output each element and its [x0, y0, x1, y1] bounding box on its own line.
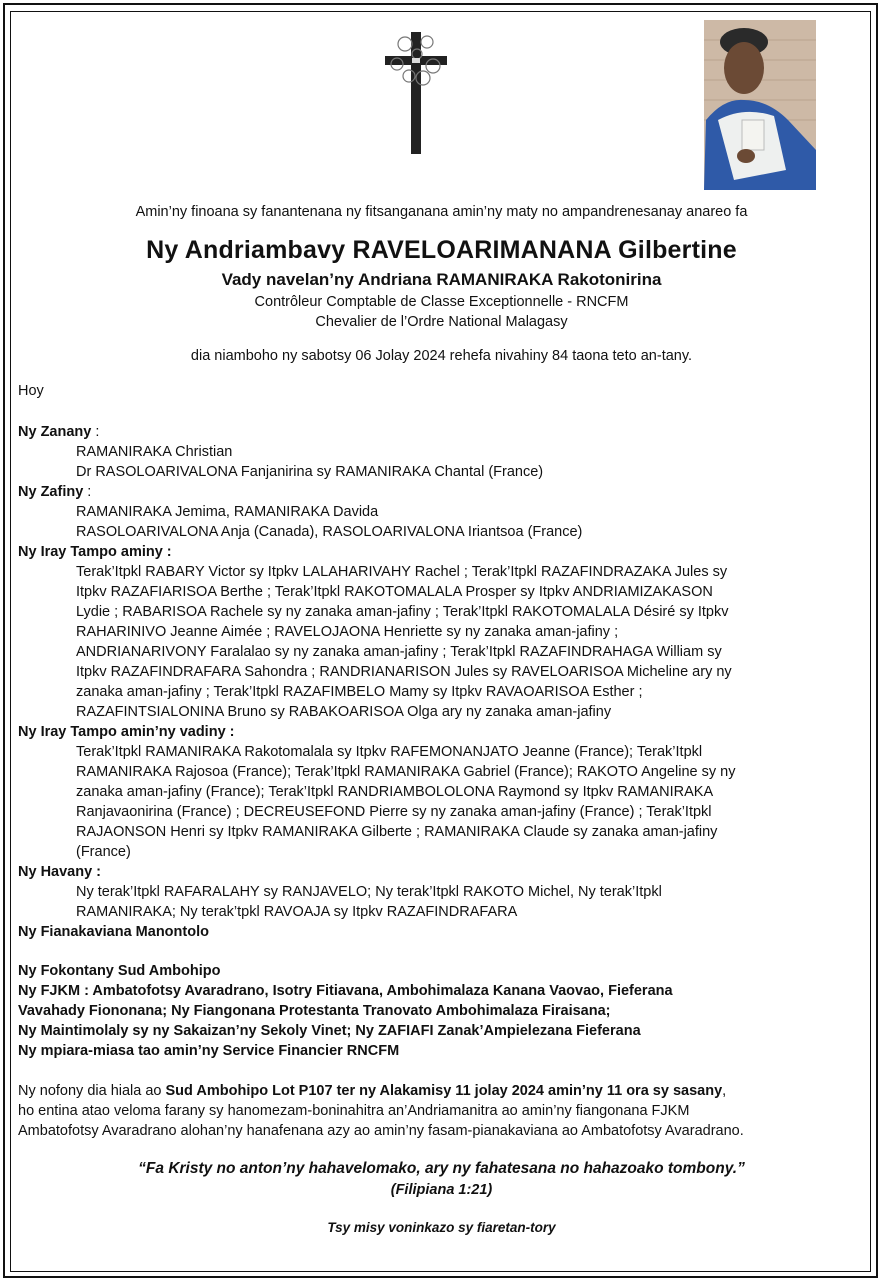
iray-vadiny-line: zanaka aman-jafiny (France); Terak’Itpkl RANDRIAMBOLOLONA Raymond sy Itpkv RAMANIRAKA [76, 784, 714, 800]
zafiny-heading [18, 482, 823, 502]
iray-aminy-line: RAHARINIVO Jeanne Aimée ; RAVELOJAONA Henriette sy ny zanaka aman-jafiny ; [76, 624, 619, 640]
portrait-photo [704, 20, 816, 190]
bible-reference: (Filipiana 1:21) [390, 1182, 493, 1198]
funeral-line-3: Ambatofotsy Avaradrano alohan’ny hanafenana azy ao amin’ny fasam-pianakaviana ao Ambatofotsy Avaradrano. [18, 1123, 744, 1139]
bible-quote: “Fa Kristy no anton’ny hahavelomako, ary ny fahatesana no hahazoako tombony.” [138, 1160, 745, 1177]
title-line-1: Contrôleur Comptable de Classe Exceptionnelle - RNCFM [254, 294, 629, 310]
funeral-location-date: Sud Ambohipo Lot P107 ter ny Alakamisy 11 jolay 2024 amin’ny 11 ora sy sasany [165, 1083, 723, 1099]
havany-heading: Ny Havany : [18, 864, 102, 880]
closing-note: Tsy misy voninkazo sy fiaretan-tory [327, 1220, 556, 1235]
hoy-label: Hoy [18, 383, 44, 399]
zanany-line: RAMANIRAKA Christian [76, 444, 233, 460]
iray-vadiny-line: Ranjavaonirina (France) ; DECREUSEFOND Pierre sy ny zanaka aman-jafiny (France) ; Terak’Itpkl [76, 804, 712, 820]
zafiny-label: Ny Zafiny [18, 484, 84, 500]
funeral-comma: , [722, 1083, 727, 1099]
community-line: Ny Maintimolaly sy ny Sakaizan’ny Sekoly Vinet; Ny ZAFIAFI Zanak’Ampielezana Fieferana [18, 1023, 641, 1039]
iray-aminy-line: Terak’Itpkl RABARY Victor sy Itpkv LALAHARIVAHY Rachel ; Terak’Itpkl RAZAFINDRAZAKA Jules sy [76, 564, 728, 580]
iray-aminy-heading: Ny Iray Tampo aminy : [18, 544, 172, 560]
fianakaviana-heading: Ny Fianakaviana Manontolo [18, 924, 209, 940]
zafiny-colon: : [83, 484, 92, 500]
funeral-text: Ny nofony dia hiala ao [18, 1083, 166, 1099]
iray-aminy-line: RAZAFINTSIALONINA Bruno sy RABAKOARISOA Olga ary ny zanaka aman-jafiny [76, 704, 612, 720]
iray-vadiny-line: Terak’Itpkl RAMANIRAKA Rakotomalala sy Itpkv RAFEMONANJATO Jeanne (France); Terak’Itpkl [76, 744, 703, 760]
iray-aminy-line: Itpkv RAZAFIARISOA Berthe ; Terak’Itpkl RAKOTOMALALA Prosper sy Itpkv ANDRIAMIZAKASON [76, 584, 713, 600]
iray-vadiny-line: (France) [76, 844, 131, 860]
havany-line: RAMANIRAKA; Ny terak’tpkl RAVOAJA sy Itpkv RAZAFINDRAFARA [76, 904, 518, 920]
cross-icon [383, 30, 449, 156]
iray-aminy-line: Lydie ; RABARISOA Rachele sy ny zanaka aman-jafiny ; Terak’Itpkl RAKOTOMALALA Désiré sy Itpkv [76, 604, 729, 620]
family-section [18, 422, 823, 942]
community-line: Ny mpiara-miasa tao amin’ny Service Financier RNCFM [18, 1043, 400, 1059]
iray-aminy-line: Itpkv RAZAFINDRAFARA Sahondra ; RANDRIANARISON Jules sy RAVELOARISOA Micheline ary ny [76, 664, 732, 680]
death-line: dia niamboho ny sabotsy 06 Jolay 2024 rehefa nivahiny 84 taona teto an-tany. [190, 348, 693, 364]
intro-text: Amin’ny finoana sy fanantenana ny fitsanganana amin’ny maty no ampandrenesanay anareo fa [135, 204, 748, 220]
zanany-colon: : [91, 424, 100, 440]
spouse-line: Vady navelan’ny Andriana RAMANIRAKA Rakotonirina [221, 270, 662, 289]
zafiny-line: RASOLOARIVALONA Anja (Canada), RASOLOARIVALONA Iriantsoa (France) [76, 524, 583, 540]
funeral-paragraph [18, 1081, 818, 1141]
iray-vadiny-line: RAMANIRAKA Rajosoa (France); Terak’Itpkl RAMANIRAKA Gabriel (France); RAKOTO Angeline sy ny [76, 764, 736, 780]
funeral-line-2: ho entina atao veloma farany sy hanomezam-boninahitra an’Andriamanitra ao amin’ny fiangonana FJKM [18, 1103, 690, 1119]
funeral-line-1 [18, 1081, 818, 1101]
iray-aminy-line: ANDRIANARIVONY Faralalao sy ny zanaka aman-jafiny ; Terak’Itpkl RAZAFINDRAHAGA William sy [76, 644, 722, 660]
deceased-name: Ny Andriambavy RAVELOARIMANANA Gilbertine [146, 236, 737, 264]
community-section [18, 961, 823, 1061]
iray-vadiny-line: RAJAONSON Henri sy Itpkv RAMANIRAKA Gilberte ; RAMANIRAKA Claude sy zanaka aman-jafiny [76, 824, 718, 840]
zanany-heading [18, 422, 823, 442]
title-line-2: Chevalier de l’Ordre National Malagasy [315, 314, 568, 330]
zanany-line: Dr RASOLOARIVALONA Fanjanirina sy RAMANIRAKA Chantal (France) [76, 464, 544, 480]
zanany-label: Ny Zanany [18, 424, 92, 440]
community-line: Vavahady Fiononana; Ny Fiangonana Protestanta Tranovato Ambohimalaza Firaisana; [18, 1003, 611, 1019]
havany-line: Ny terak’Itpkl RAFARALAHY sy RANJAVELO; Ny terak’Itpkl RAKOTO Michel, Ny terak’Itpkl [76, 884, 662, 900]
community-line: Ny Fokontany Sud Ambohipo [18, 963, 221, 979]
zafiny-line: RAMANIRAKA Jemima, RAMANIRAKA Davida [76, 504, 379, 520]
iray-aminy-line: zanaka aman-jafiny ; Terak’Itpkl RAZAFIMBELO Mamy sy Itpkv RAVAOARISOA Esther ; [76, 684, 643, 700]
community-line: Ny FJKM : Ambatofotsy Avaradrano, Isotry Fitiavana, Ambohimalaza Kanana Vaovao, Fieferana [18, 983, 673, 999]
iray-vadiny-heading: Ny Iray Tampo amin’ny vadiny : [18, 724, 235, 740]
